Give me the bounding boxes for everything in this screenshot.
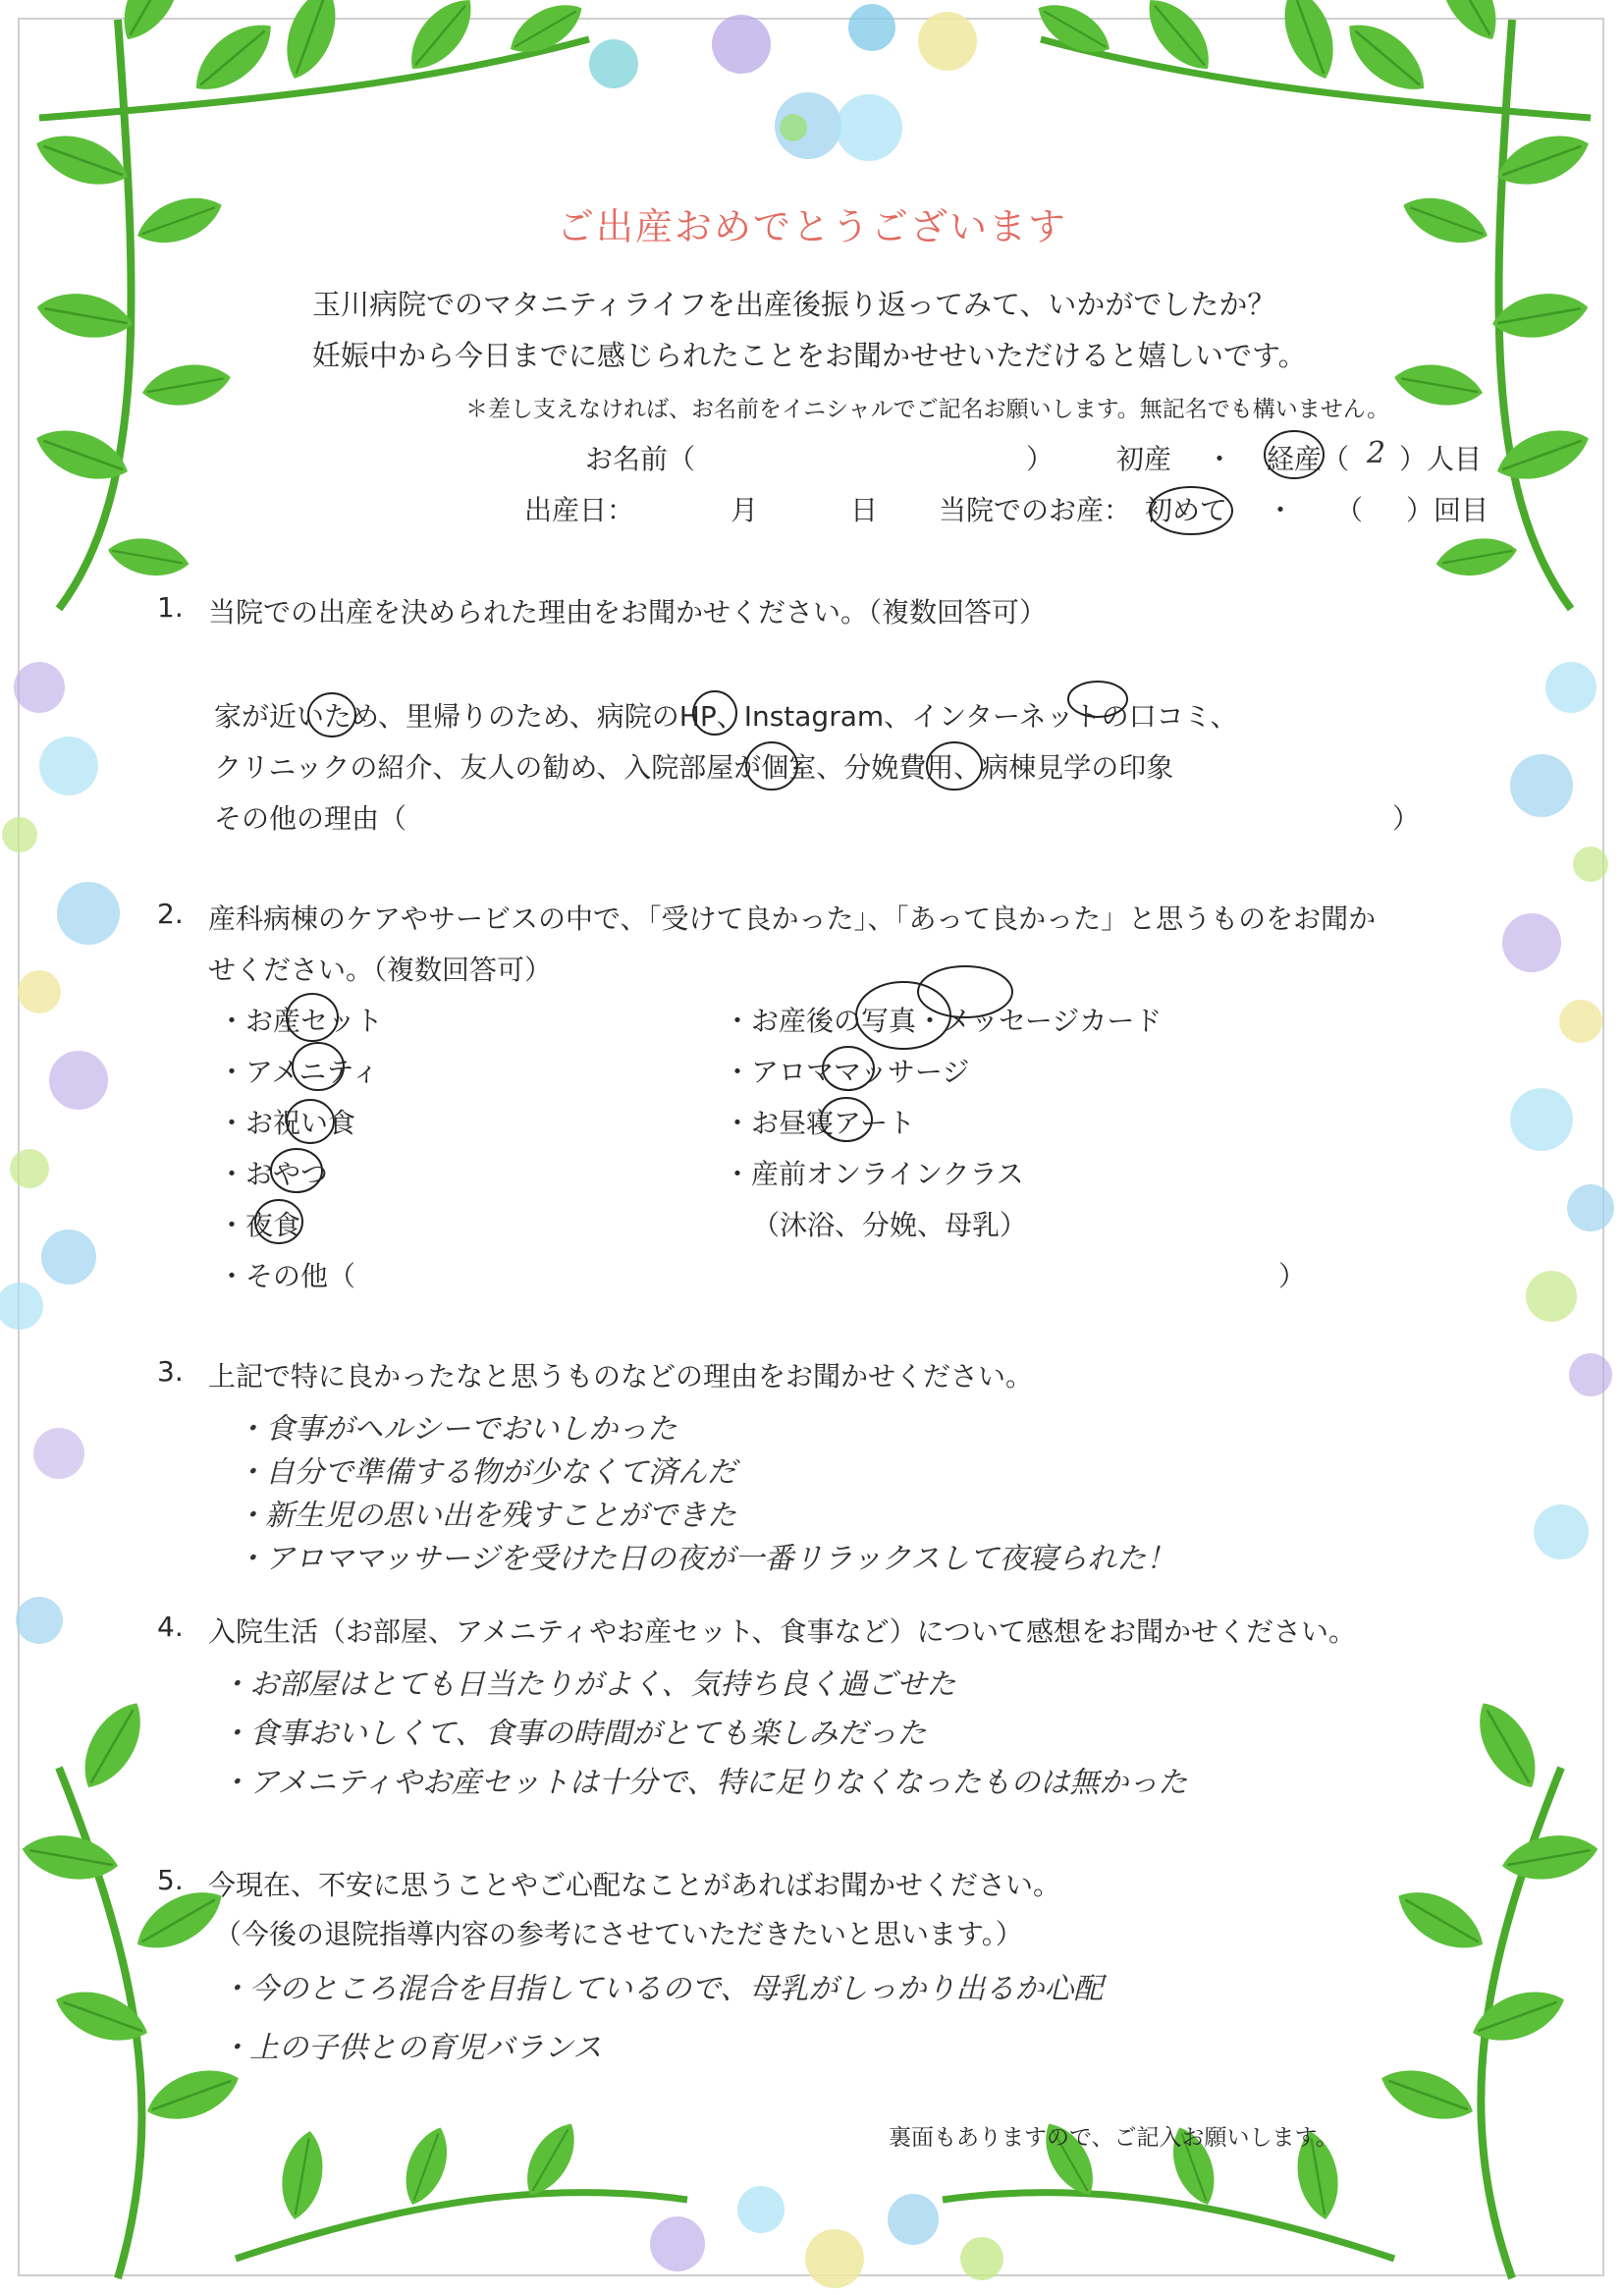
day-label: 日 <box>850 494 879 526</box>
times-open: （ <box>1335 494 1364 526</box>
q2-number: 2. <box>157 898 184 930</box>
q2-question-line-1: 産科病棟のケアやサービスの中で、「受けて良かった」、「あって良かった」と思うものをお聞か <box>208 902 1377 935</box>
q3-number: 3. <box>157 1355 184 1388</box>
q4-answer-3: ・アメニティやお産セットは十分で、特に足りなくなったものは無かった <box>220 1766 1188 1800</box>
q1-other-close: ） <box>1392 802 1421 835</box>
q2-option-osan-set[interactable]: ・お産セット <box>218 1005 384 1037</box>
separator-dot-2: ・ <box>1267 494 1295 526</box>
multi-birth-suffix: ）人目 <box>1399 443 1483 475</box>
intro-line-1: 玉川病院でのマタニティライフを出産後振り返ってみて、いかがでしたか？ <box>312 288 1276 321</box>
q4-question: 入院生活（お部屋、アメニティやお産セット、食事など）について感想をお聞かせください。 <box>208 1615 1357 1648</box>
name-label: お名前（ <box>585 443 696 475</box>
q4-answer-1: ・お部屋はとても日当たりがよく、気持ち良く過ごせた <box>220 1667 956 1702</box>
q2-other-close: ） <box>1278 1260 1307 1292</box>
q4-number: 4. <box>157 1611 184 1643</box>
birthdate-label: 出産日： <box>524 494 635 526</box>
q5-question-line-2: （今後の退院指導内容の参考にさせていただきたいと思います。） <box>214 1918 1023 1950</box>
footer-note: 裏面もありますので、ご記入お願いします。 <box>889 2125 1338 2151</box>
q2-question-line-2: せください。（複数回答可） <box>208 954 553 986</box>
q2-option-night-meal[interactable]: ・夜食 <box>218 1209 301 1241</box>
multi-birth-count: 2 <box>1367 436 1386 470</box>
q2-option-other[interactable]: ・その他（ <box>218 1260 356 1292</box>
q1-number: 1. <box>157 591 184 624</box>
q1-options-line-2: クリニックの紹介、友人の勧め、入院部屋が個室、分娩費用、病棟見学の印象 <box>214 751 1174 784</box>
q2-online-class-detail: （沐浴、分娩、母乳） <box>752 1209 1028 1241</box>
q5-answer-2: ・上の子供との育児バランス <box>220 2031 603 2065</box>
times-close: ）回目 <box>1406 494 1489 526</box>
q2-option-celebration-meal[interactable]: ・お祝い食 <box>218 1107 356 1139</box>
intro-line-2: 妊娠中から今日までに感じられたことをお聞かせせいただけると嬉しいです。 <box>312 339 1307 372</box>
q1-question: 当院での出産を決められた理由をお聞かせください。（複数回答可） <box>208 596 1048 628</box>
q2-option-photo-card[interactable]: ・お産後の写真・メッセージカード <box>724 1005 1163 1037</box>
q3-question: 上記で特に良かったなと思うものなどの理由をお聞かせください。 <box>208 1360 1034 1393</box>
separator-dot: ・ <box>1206 443 1234 475</box>
q5-answer-1: ・今のところ混合を目指しているので、母乳がしっかり出るか心配 <box>220 1972 1104 2006</box>
multi-birth-option[interactable]: 経産（ <box>1267 443 1350 475</box>
q1-other-label: その他の理由（ <box>214 802 407 835</box>
q3-answer-3: ・新生児の思い出を残すことができた <box>236 1499 736 1533</box>
q5-question-line-1: 今現在、不安に思うことやご心配なことがあればお聞かせください。 <box>208 1869 1061 1901</box>
hospital-birth-label: 当院でのお産： <box>939 494 1132 526</box>
q3-answer-1: ・食事がヘルシーでおいしかった <box>236 1412 677 1447</box>
first-birth-option[interactable]: 初産 <box>1116 443 1172 475</box>
q5-number: 5. <box>157 1864 184 1896</box>
first-time-option[interactable]: 初めて <box>1145 494 1228 526</box>
q2-option-online-class[interactable]: ・産前オンラインクラス <box>724 1158 1024 1190</box>
q2-option-nap-art[interactable]: ・お昼寝アート <box>724 1107 916 1139</box>
page-title: ご出産おめでとうございます <box>556 205 1067 248</box>
q1-options-line-1: 家が近いため、里帰りのため、病院のHP、Instagram、インターネットの口コミ、 <box>214 700 1238 733</box>
month-label: 月 <box>731 494 759 526</box>
intro-note: ＊差し支えなければ、お名前をイニシャルでご記名お願いします。無記名でも構いません。 <box>465 397 1390 422</box>
q2-option-snack[interactable]: ・おやつ <box>218 1158 329 1190</box>
q2-option-aroma-massage[interactable]: ・アロママッサージ <box>724 1056 970 1088</box>
q2-option-amenity[interactable]: ・アメニティ <box>218 1056 380 1088</box>
q3-answer-4: ・アロママッサージを受けた日の夜が一番リラックスして夜寝られた！ <box>236 1542 1176 1576</box>
name-close: ） <box>1026 443 1055 475</box>
q3-answer-2: ・自分で準備する物が少なくて済んだ <box>236 1455 736 1490</box>
q4-answer-2: ・食事おいしくて、食事の時間がとても楽しみだった <box>220 1717 927 1751</box>
